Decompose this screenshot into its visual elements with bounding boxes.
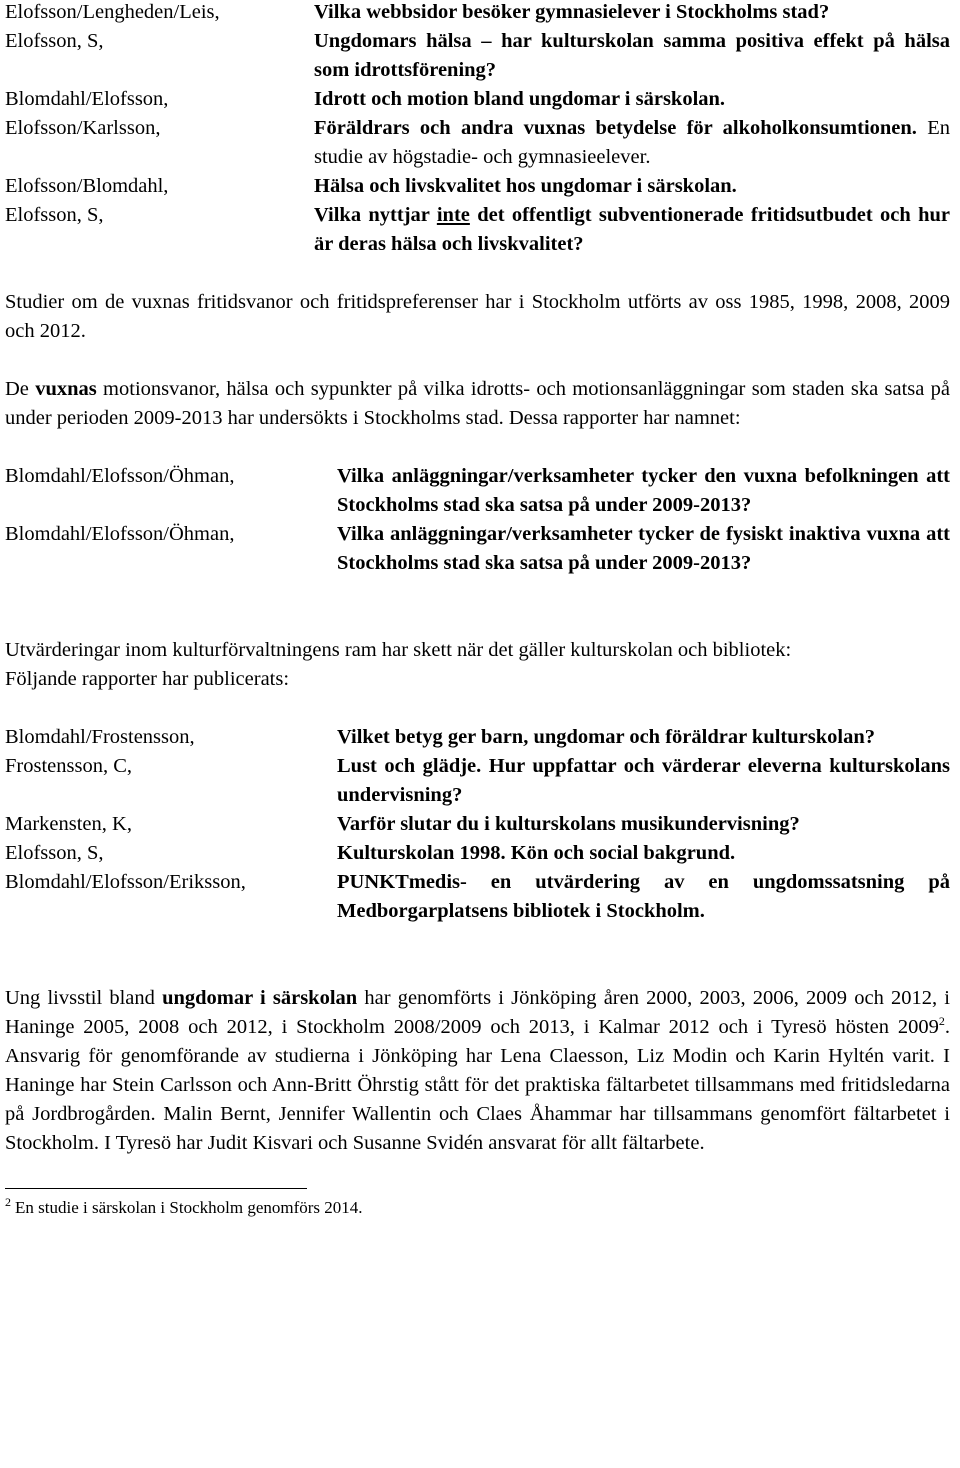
paragraph-published-reports: Följande rapporter har publicerats: — [5, 668, 290, 690]
report-title: Idrott och motion bland ungdomar i särskolan. — [314, 88, 726, 110]
report-list-culture — [5, 723, 950, 926]
report-author: Frostensson, C, — [5, 755, 133, 777]
report-title: Ungdomars hälsa – har kulturskolan samma positiva effekt på hälsa som idrottsförening? — [314, 30, 950, 81]
report-entry — [5, 462, 950, 520]
report-entry — [5, 810, 950, 839]
report-title — [314, 201, 950, 259]
footnote-text: En studie i särskolan i Stockholm genomförs 2014. — [15, 1198, 363, 1217]
footnote — [5, 1197, 950, 1219]
report-title: Vilka webbsidor besöker gymnasielever i Stockholms stad? — [314, 1, 830, 23]
report-title-pre: Vilka nyttjar — [314, 204, 437, 226]
report-entry — [5, 839, 950, 868]
report-title: PUNKTmedis- en utvärdering av en ungdomssatsning på Medborgarplatsens bibliotek i Stockholm. — [337, 871, 950, 922]
bold-text-run: ungdomar i särskolan — [162, 987, 358, 1009]
text-run: motionsvanor, hälsa och sypunkter på vilka idrotts- och motionsanläggningar som staden ska satsa på under perioden 2009-2013 har undersökts i Stockholms stad. Dessa rapporter har namnet: — [5, 378, 950, 429]
text-run: Ung livsstil bland — [5, 987, 163, 1009]
paragraph-culture-evaluations: Utvärderingar inom kulturförvaltningens ram har skett när det gäller kulturskolan och bibliotek: — [5, 639, 792, 661]
footnote-number: 2 — [5, 1195, 11, 1210]
report-author: Blomdahl/Elofsson/Öhman, — [5, 523, 235, 545]
report-entry — [5, 114, 950, 172]
footnote-separator — [5, 1188, 307, 1189]
report-entry — [5, 520, 950, 578]
report-author: Elofsson, S, — [5, 842, 104, 864]
document-page — [5, 0, 950, 1219]
report-title — [314, 114, 950, 172]
paragraph-adult-exercise — [5, 375, 950, 433]
paragraph-special-school — [5, 984, 950, 1158]
report-subtitle: En studie av högstadie- och gymnasieelever. — [314, 117, 950, 168]
report-title-post: det offentligt subventionerade fritidsutbudet och hur är deras hälsa och livskvalitet? — [314, 204, 950, 255]
report-title-main: Föräldrars och andra vuxnas betydelse för alkoholkonsumtionen. — [314, 117, 917, 139]
report-list-youth — [5, 0, 950, 259]
report-title: Lust och glädje. Hur uppfattar och värderar eleverna kulturskolans undervisning? — [337, 755, 950, 806]
report-title: Vilka anläggningar/verksamheter tycker de fysiskt inaktiva vuxna att Stockholms stad ska satsa på under 2009-2013? — [337, 523, 950, 574]
report-entry — [5, 0, 950, 27]
report-entry — [5, 85, 950, 114]
report-author: Blomdahl/Elofsson, — [5, 88, 169, 110]
text-run: . Ansvarig för genomförande av studierna i Jönköping har Lena Claesson, Liz Modin och Karin Hyltén varit. I Haninge har Stein Carlsson och Ann-Britt Öhrstig stått för det praktiska fältarbetet tillsammans med fritidsledarna på Jordbrogården. Malin Bernt, Jennifer Wallentin och Claes Åhammar har tillsammans genomfört fältarbetet i Stockholm. I Tyresö har Judit Kisvari och Susanne Svidén ansvarat för allt fältarbete. — [5, 1016, 950, 1154]
bold-text-run: vuxnas — [35, 378, 97, 400]
report-entry — [5, 27, 950, 85]
report-author: Markensten, K, — [5, 813, 132, 835]
report-entry — [5, 752, 950, 810]
report-entry — [5, 172, 950, 201]
report-author: Blomdahl/Elofsson/Eriksson, — [5, 871, 246, 893]
report-entry — [5, 868, 950, 926]
paragraph-adult-studies: Studier om de vuxnas fritidsvanor och fritidspreferenser har i Stockholm utförts av oss 1985, 1998, 2008, 2009 och 2012. — [5, 291, 950, 342]
report-title: Vilka anläggningar/verksamheter tycker den vuxna befolkningen att Stockholms stad ska satsa på under 2009-2013? — [337, 465, 950, 516]
report-author: Elofsson/Blomdahl, — [5, 175, 169, 197]
report-title: Kulturskolan 1998. Kön och social bakgrund. — [337, 842, 736, 864]
report-author: Elofsson, S, — [5, 204, 104, 226]
text-run: De — [5, 378, 36, 400]
report-author: Blomdahl/Elofsson/Öhman, — [5, 465, 235, 487]
report-title: Vilket betyg ger barn, ungdomar och föräldrar kulturskolan? — [337, 726, 875, 748]
report-entry — [5, 201, 950, 259]
footnote-reference: 2 — [938, 1014, 945, 1029]
report-list-adults — [5, 462, 950, 578]
report-title: Varför slutar du i kulturskolans musikundervisning? — [337, 813, 800, 835]
report-title-underlined: inte — [436, 204, 470, 226]
report-author: Blomdahl/Frostensson, — [5, 726, 195, 748]
report-title: Hälsa och livskvalitet hos ungdomar i särskolan. — [314, 175, 737, 197]
text-run: har genomförts i Jönköping åren 2000, 2003, 2006, 2009 och 2012, i Haninge 2005, 2008 och 2012, i Stockholm 2008/2009 och 2013, i Kalmar 2012 och i Tyresö hösten 2009 — [5, 987, 950, 1038]
report-author: Elofsson/Lengheden/Leis, — [5, 1, 220, 23]
report-entry — [5, 723, 950, 752]
report-author: Elofsson/Karlsson, — [5, 117, 161, 139]
report-author: Elofsson, S, — [5, 30, 104, 52]
